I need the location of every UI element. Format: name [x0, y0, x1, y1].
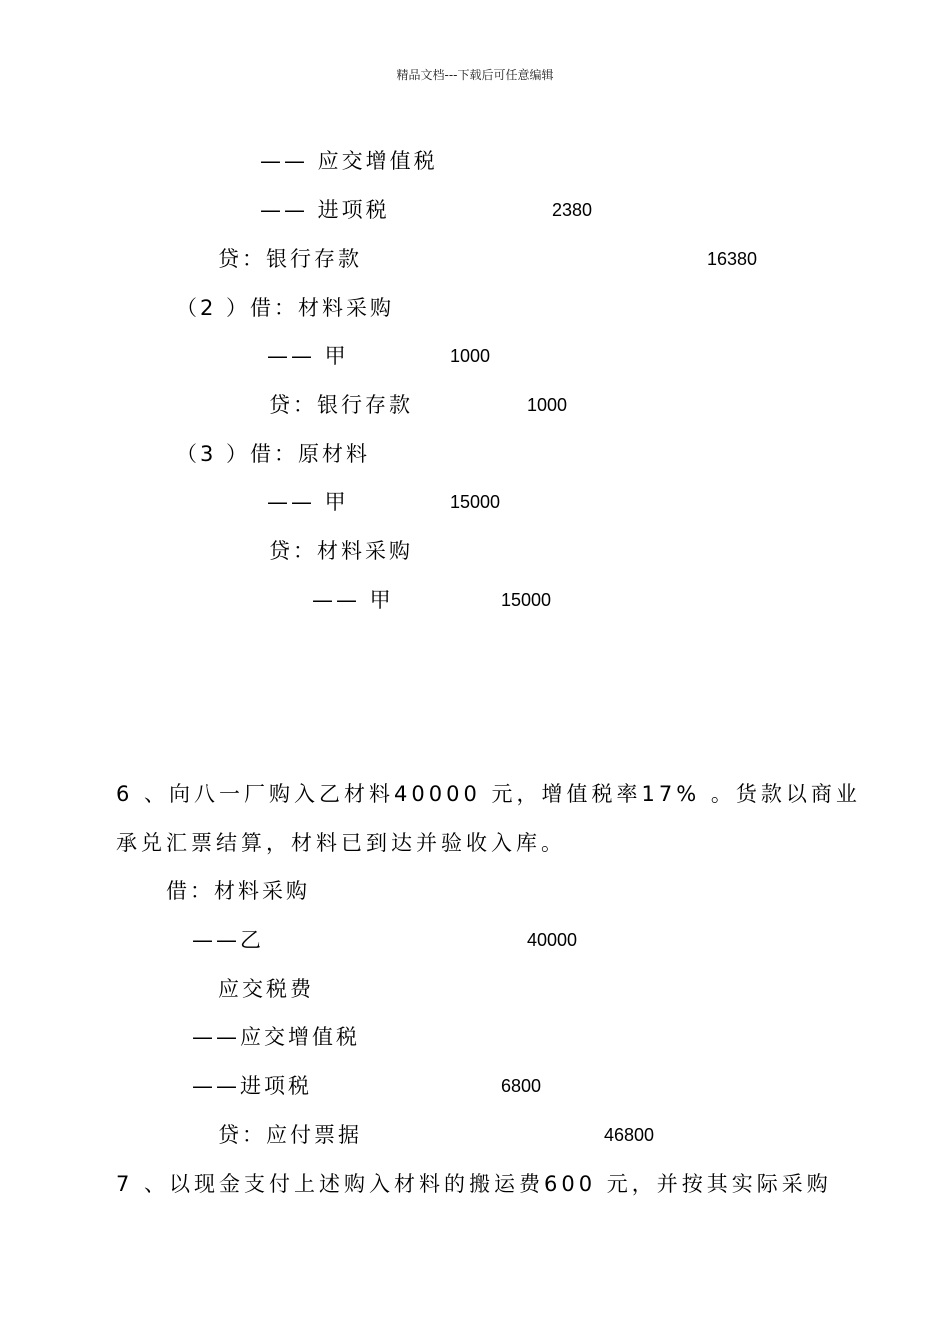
- amount: 40000: [527, 930, 578, 950]
- amount: 46800: [604, 1125, 655, 1145]
- paragraph-line: 7 、以现金支付上述购入材料的搬运费600 元，并按其实际采购: [116, 1172, 832, 1196]
- journal-line: —— 甲: [267, 344, 349, 368]
- journal-line: 贷：银行存款: [269, 393, 413, 417]
- journal-line: 贷：材料采购: [269, 539, 413, 563]
- amount: 16380: [707, 249, 758, 269]
- journal-line: 借：材料采购: [166, 879, 310, 903]
- amount: 1000: [527, 395, 568, 415]
- journal-line: ——乙: [192, 928, 264, 952]
- amount: 2380: [552, 200, 593, 220]
- journal-line: —— 甲: [312, 588, 394, 612]
- journal-line: （2 ）借：材料采购: [176, 296, 395, 320]
- journal-line: ——进项税: [192, 1074, 312, 1098]
- journal-line: （3 ）借：原材料: [176, 442, 371, 466]
- journal-line: 贷：应付票据: [218, 1123, 362, 1147]
- journal-line: —— 甲: [267, 490, 349, 514]
- journal-line: —— 应交增值税: [260, 149, 438, 173]
- journal-line: ——应交增值税: [192, 1025, 360, 1049]
- journal-line: 应交税费: [218, 977, 314, 1001]
- paragraph-line: 6 、向八一厂购入乙材料40000 元，增值税率17% 。货款以商业: [116, 782, 861, 806]
- page-header: 精品文档---下载后可任意编辑: [396, 68, 554, 82]
- amount: 6800: [501, 1076, 542, 1096]
- amount: 1000: [450, 346, 491, 366]
- amount: 15000: [450, 492, 501, 512]
- paragraph-line: 承兑汇票结算，材料已到达并验收入库。: [116, 831, 566, 855]
- journal-line: —— 进项税: [260, 198, 390, 222]
- journal-line: 贷：银行存款: [218, 247, 362, 271]
- amount: 15000: [501, 590, 552, 610]
